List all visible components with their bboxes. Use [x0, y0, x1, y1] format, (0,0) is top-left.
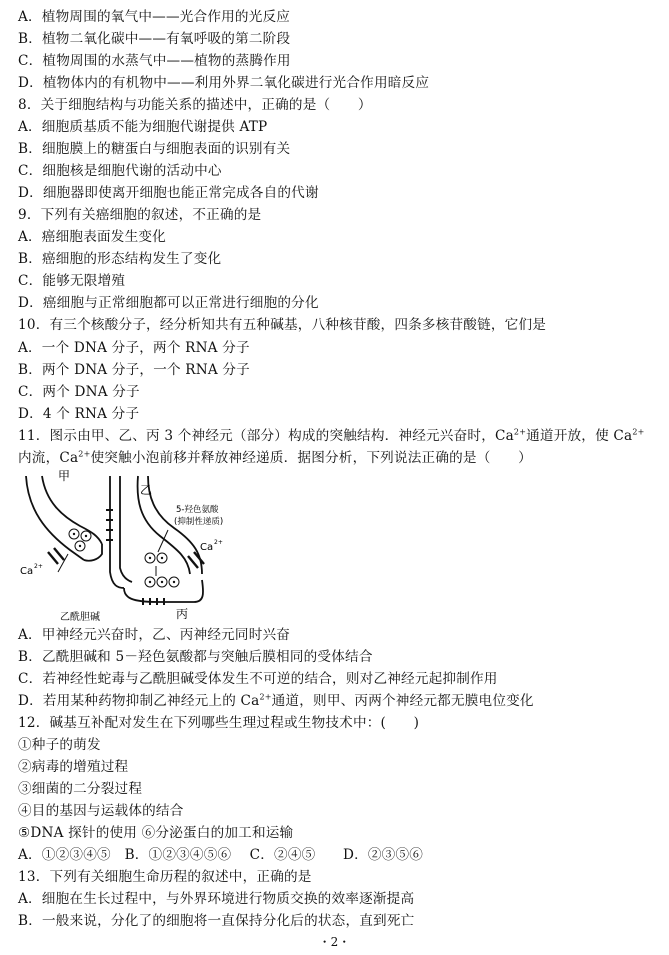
text-line: B．乙酰胆碱和 5－羟色氨酸都与突触后膜相同的受体结合 [18, 649, 373, 665]
text-line: D．细胞器即使离开细胞也能正常完成各自的代谢 [18, 185, 319, 201]
superscript: 2+ [513, 427, 527, 437]
superscript: 2+ [259, 692, 272, 702]
q11-d-text: 通道，则甲、丙两个神经元都无膜电位变化 [271, 693, 534, 709]
page-number: ・2・ [318, 935, 351, 949]
text-line: C．细胞核是细胞代谢的活动中心 [18, 163, 222, 179]
text-line: C．两个 DNA 分子 [18, 384, 140, 400]
text-line: ①种子的萌发 [18, 737, 101, 753]
text-line: ②病毒的增殖过程 [18, 759, 129, 775]
q11-text: 内流，Ca [18, 450, 79, 466]
label-ca-right: Ca [200, 542, 214, 553]
question-12-stem: 12．碱基互补配对发生在下列哪些生理过程或生物技术中：( ) [18, 715, 420, 731]
text-line: B．细胞膜上的糖蛋白与细胞表面的识别有关 [18, 141, 291, 157]
text-line: B．植物二氧化碳中——有氧呼吸的第二阶段 [18, 31, 291, 47]
q11-text: 通道开放，使 Ca [526, 428, 633, 444]
question-8-stem: 8．关于细胞结构与功能关系的描述中，正确的是（ ） [18, 97, 372, 113]
q11-text: 使突触小泡前移并释放神经递质．据图分析，下列说法正确的是（ ） [90, 450, 532, 466]
label-ca-sup-left: 2+ [34, 563, 43, 570]
label-bing: 丙 [176, 607, 189, 621]
text-line: A．一个 DNA 分子，两个 RNA 分子 [18, 340, 250, 356]
text-line: C．能够无限增殖 [18, 273, 126, 289]
question-13-stem: 13．下列有关细胞生命历程的叙述中，正确的是 [18, 869, 312, 885]
label-acetylcholine: 乙酰胆碱 [60, 612, 100, 622]
text-line [18, 690, 534, 712]
text-line: D．植物体内的有机物中——利用外界二氧化碳进行光合作用暗反应 [18, 75, 430, 91]
question-11-stem-line2 [18, 447, 532, 469]
text-line: D．癌细胞与正常细胞都可以正常进行细胞的分化 [18, 295, 319, 311]
text-line: A．甲神经元兴奋时，乙、丙神经元同时兴奋 [18, 627, 291, 643]
q11-d-text: D．若用某种药物抑制乙神经元上的 Ca [18, 693, 260, 709]
text-line: A．细胞在生长过程中，与外界环境进行物质交换的效率逐渐提高 [18, 891, 415, 907]
label-ca-left: Ca [20, 566, 34, 577]
text-line: A．①②③④⑤ B．①②③④⑤⑥ C．②④⑤ D．②③⑤⑥ [18, 847, 424, 863]
question-11-stem-line1 [18, 425, 645, 447]
text-line: B．癌细胞的形态结构发生了变化 [18, 251, 222, 267]
superscript: 2+ [632, 427, 645, 437]
question-10-stem: 10．有三个核酸分子，经分析知共有五种碱基，八种核苷酸，四条多核苷酸链，它们是 [18, 317, 547, 333]
text-line: B．一般来说，分化了的细胞将一直保持分化后的状态，直到死亡 [18, 913, 415, 929]
synapse-diagram [18, 470, 228, 622]
label-transmitter: 5-羟色氨酸 [176, 505, 219, 515]
label-inhibitory: (抑制性递质) [174, 517, 224, 527]
text-line: A．细胞质基质不能为细胞代谢提供 ATP [18, 119, 268, 135]
text-line: ④目的基因与运载体的结合 [18, 803, 184, 819]
text-line: B．两个 DNA 分子，一个 RNA 分子 [18, 362, 250, 378]
superscript: 2+ [78, 449, 91, 459]
label-ca-sup-right: 2+ [214, 539, 223, 546]
text-line: ③细菌的二分裂过程 [18, 781, 143, 797]
text-line: A．植物周围的氧气中——光合作用的光反应 [18, 9, 291, 25]
label-yi: 乙 [140, 483, 153, 497]
q11-text: 11．图示由甲、乙、丙 3 个神经元（部分）构成的突触结构．神经元兴奋时，Ca [18, 428, 514, 444]
text-line: ⑤DNA 探针的使用 ⑥分泌蛋白的加工和运输 [18, 825, 294, 841]
text-line: D．4 个 RNA 分子 [18, 406, 140, 422]
text-line: C．若神经性蛇毒与乙酰胆碱受体发生不可逆的结合，则对乙神经元起抑制作用 [18, 671, 498, 687]
label-jia: 甲 [58, 470, 71, 483]
text-line: A．癌细胞表面发生变化 [18, 229, 166, 245]
question-9-stem: 9．下列有关癌细胞的叙述，不正确的是 [18, 207, 262, 223]
text-line: C．植物周围的水蒸气中——植物的蒸腾作用 [18, 53, 291, 69]
